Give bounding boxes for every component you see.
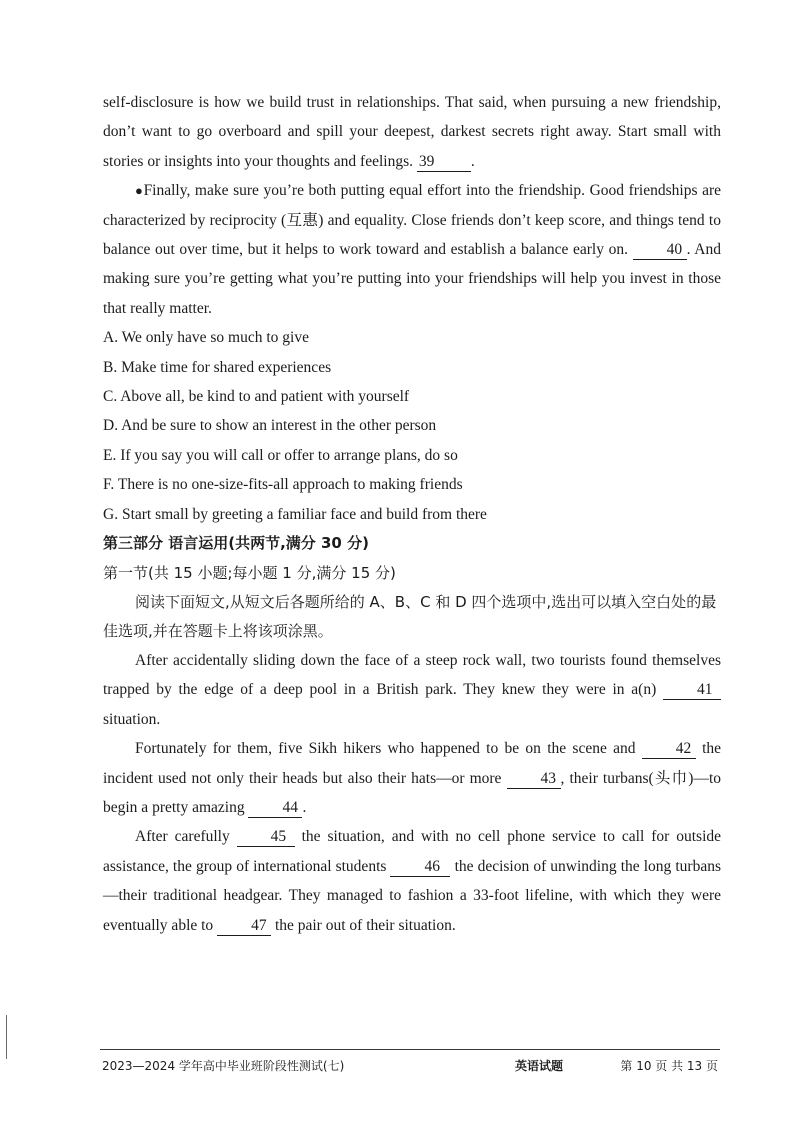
cloze-text: , their turbans(头巾)—to begin a pretty amazing — [103, 769, 721, 816]
passage-paragraph-bullet — [103, 176, 721, 323]
cloze-paragraph — [103, 822, 721, 940]
section-subtitle: 第一节(共 15 小题;每小题 1 分,满分 15 分) — [103, 563, 396, 582]
option-b: B. Make time for shared experiences — [103, 358, 332, 376]
passage-text: . — [470, 152, 475, 170]
cloze-text: the situation, and with no cell phone service to call for outside assistance, the group of international students — [103, 828, 721, 875]
cloze-text: . — [302, 798, 307, 816]
instructions: 阅读下面短文,从短文后各题所给的 A、B、C 和 D 四个选项中,选出可以填入空白处的最佳选项,并在答题卡上将该项涂黑。 — [103, 592, 717, 640]
cloze-text: the incident used not only their heads but also their hats—or more — [103, 740, 722, 787]
option-g: G. Start small by greeting a familiar face and build from there — [103, 505, 487, 523]
scan-artifact — [6, 1015, 7, 1059]
bullet-icon: ● — [135, 183, 144, 199]
option-f: F. There is no one-size-fits-all approach to making friends — [103, 476, 463, 494]
page-number: 第 10 页 共 13 页 — [620, 1059, 718, 1073]
blank-47: 47 — [217, 917, 271, 936]
page-content — [103, 88, 721, 940]
cloze-text: the decision of unwinding the long turbans—their traditional headgear. They managed to fashion a 33-foot lifeline, with which they were eventually able to — [103, 857, 721, 934]
blank-43: 43 — [507, 770, 561, 789]
passage-text: self-disclosure is how we build trust in relationships. That said, when pursuing a new friendship, don’t want to go overboard and spill your deepest, darkest secrets right away. Start small with stories or insights into your thoughts and feelings. — [103, 94, 721, 170]
option-c: C. Above all, be kind to and patient with yourself — [103, 388, 410, 406]
cloze-text: the pair out of their situation. — [271, 916, 456, 934]
option-list — [103, 323, 721, 529]
cloze-text: Fortunately for them, five Sikh hikers who happened to be on the scene and — [135, 740, 642, 758]
passage-text: Finally, make sure you’re both putting equal effort into the friendship. Good friendships are characterized by reciprocity (互惠) and equality. Close friends don’t keep score, and things tend to balance out over time, but it helps to work toward and establish a balance early on. — [103, 182, 721, 259]
cloze-text: After accidentally sliding down the face of a steep rock wall, two tourists found themselves trapped by the edge of a deep pool in a British park. They knew they were in a(n) — [103, 651, 721, 699]
subject-label: 英语试题 — [515, 1059, 564, 1073]
footer-divider — [100, 1049, 720, 1050]
cloze-text: situation. — [103, 710, 161, 728]
passage-text: . And making sure you’re getting what you’re putting into your friendships will help you invest in those that really matter. — [103, 241, 721, 317]
cloze-text: After carefully — [135, 828, 237, 846]
page-footer — [100, 1057, 720, 1079]
exam-title: 2023—2024 学年高中毕业班阶段性测试(七) — [102, 1059, 345, 1073]
passage-paragraph — [103, 88, 721, 176]
blank-41: 41 — [663, 681, 721, 700]
cloze-paragraph — [103, 734, 721, 822]
blank-45: 45 — [237, 828, 295, 847]
option-d: D. And be sure to show an interest in the other person — [103, 417, 437, 435]
option-a: A. We only have so much to give — [103, 329, 309, 347]
blank-40: 40 — [633, 241, 687, 260]
blank-46: 46 — [390, 858, 450, 877]
blank-39: 39 — [417, 153, 471, 172]
blank-44: 44 — [248, 799, 302, 818]
section-title: 第三部分 语言运用(共两节,满分 30 分) — [103, 534, 369, 553]
option-e: E. If you say you will call or offer to arrange plans, do so — [103, 446, 458, 464]
blank-42: 42 — [642, 740, 696, 759]
cloze-paragraph — [103, 646, 721, 734]
